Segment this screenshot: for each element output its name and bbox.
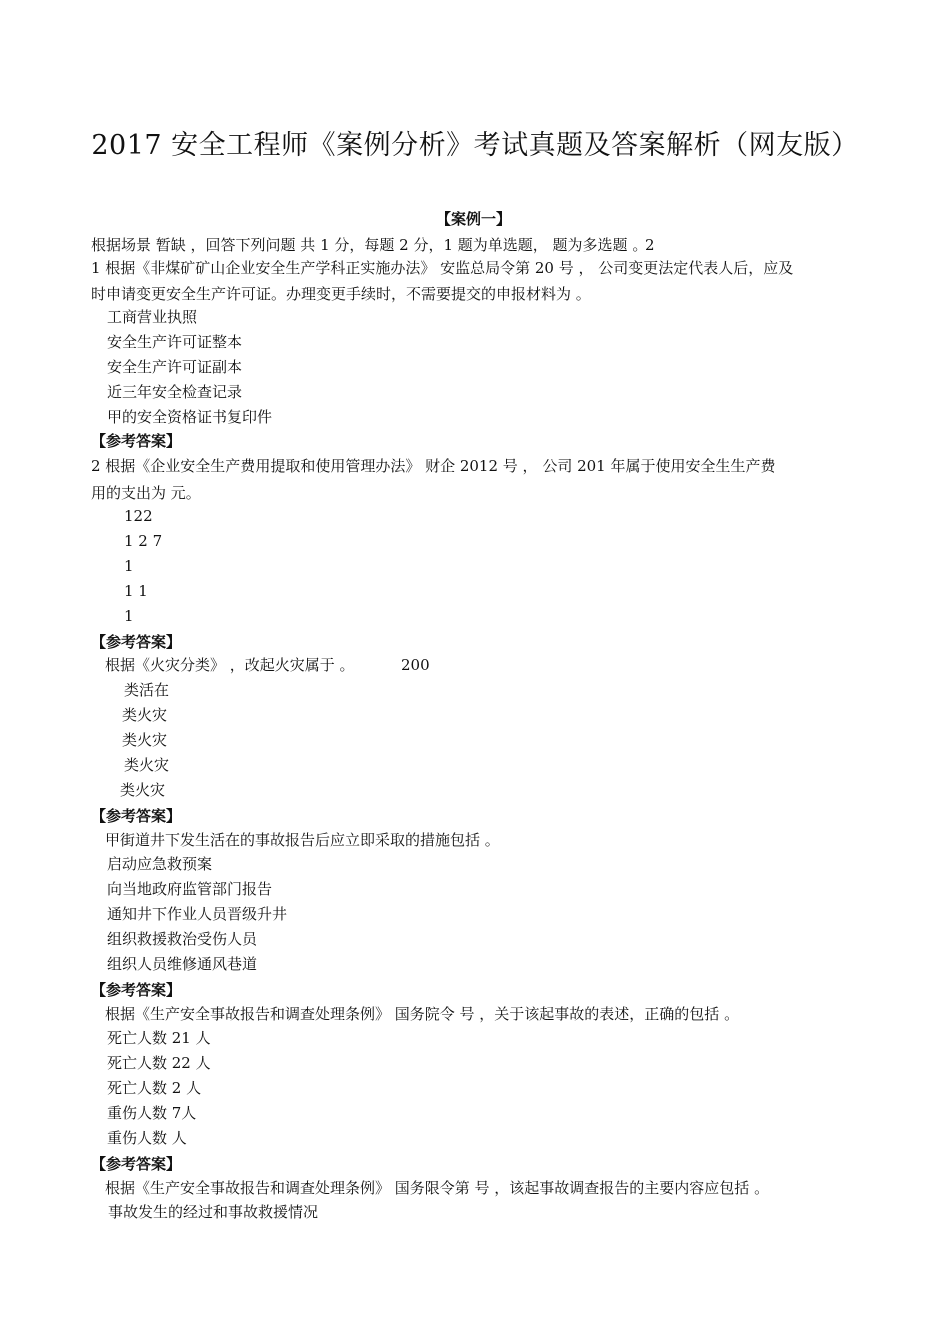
question-2-option: 122	[124, 507, 153, 525]
question-1-option: 工商营业执照	[107, 308, 198, 326]
question-5-line: 根据《生产安全事故报告和调查处理条例》 国务院令 号 ，关于该起事故的表述，正确的包括 。	[105, 1005, 740, 1023]
answer-label-5: 【参考答案】	[91, 1155, 182, 1173]
question-5-option: 死亡人数 21 人	[107, 1029, 211, 1047]
answer-label-4: 【参考答案】	[91, 981, 182, 999]
question-2-line-1: 2 根据《企业安全生产费用提取和使用管理办法》 财企 2012 号 ， 公司 201 年属于使用安全生生产费	[91, 457, 776, 475]
question-1-option: 安全生产许可证副本	[107, 358, 243, 376]
question-2-option: 1 2 7	[124, 532, 163, 550]
question-4-option: 组织救援救治受伤人员	[107, 930, 258, 948]
question-2-option: 1	[124, 607, 134, 625]
question-1-option: 甲的安全资格证书复印件	[107, 408, 273, 426]
question-3-line: 根据《火灾分类》 ，改起火灾属于 。	[105, 656, 355, 674]
question-4-option: 组织人员维修通风巷道	[107, 955, 258, 973]
question-3-option: 类活在	[124, 681, 170, 699]
question-1-option: 安全生产许可证整本	[107, 333, 243, 351]
question-4-option: 通知井下作业人员晋级升井	[107, 905, 288, 923]
answer-label-1: 【参考答案】	[91, 432, 182, 450]
question-3-option: 类火灾	[120, 781, 166, 799]
question-4-option: 向当地政府监管部门报告	[107, 880, 273, 898]
document-title: 2017 安全工程师《案例分析》考试真题及答案解析（网友版）	[91, 130, 859, 161]
question-1-line-1: 1 根据《非煤矿矿山企业安全生产学科正实施办法》 安监总局令第 20 号 ， 公司变更法定代表人后，应及	[91, 259, 794, 277]
question-6-line: 根据《生产安全事故报告和调查处理条例》 国务限令第 号 ，该起事故调查报告的主要内容应包括 。	[105, 1179, 770, 1197]
question-1-option: 近三年安全检查记录	[107, 383, 243, 401]
case-heading: 【案例一】	[436, 210, 512, 228]
question-2-option: 1 1	[124, 582, 148, 600]
question-4-line: 甲街道井下发生活在的事故报告后应立即采取的措施包括 。	[105, 831, 500, 849]
question-6-option: 事故发生的经过和事故救援情况	[108, 1203, 319, 1221]
question-3-option: 类火灾	[122, 706, 168, 724]
question-1-line-2: 时申请变更安全生产许可证。办理变更手续时，不需要提交的申报材料为 。	[91, 285, 591, 303]
case-intro: 根据场景 暂缺 ，回答下列问题 共 1 分，每题 2 分，1 题为单选题， 题为多选题 。	[91, 236, 648, 254]
question-5-option: 死亡人数 2 人	[107, 1079, 202, 1097]
question-5-option: 重伤人数 人	[107, 1129, 187, 1147]
answer-label-3: 【参考答案】	[91, 807, 182, 825]
question-5-option: 重伤人数 7人	[107, 1104, 197, 1122]
question-3-option: 类火灾	[124, 756, 170, 774]
answer-label-2: 【参考答案】	[91, 633, 182, 651]
question-2-line-2: 用的支出为 元。	[91, 484, 201, 502]
question-2-option: 1	[124, 557, 134, 575]
question-3-option: 类火灾	[122, 731, 168, 749]
question-4-option: 启动应急救预案	[107, 855, 213, 873]
case-intro-overlap: 2	[645, 236, 655, 254]
question-5-option: 死亡人数 22 人	[107, 1054, 211, 1072]
question-3-overlap: 200	[401, 656, 430, 674]
